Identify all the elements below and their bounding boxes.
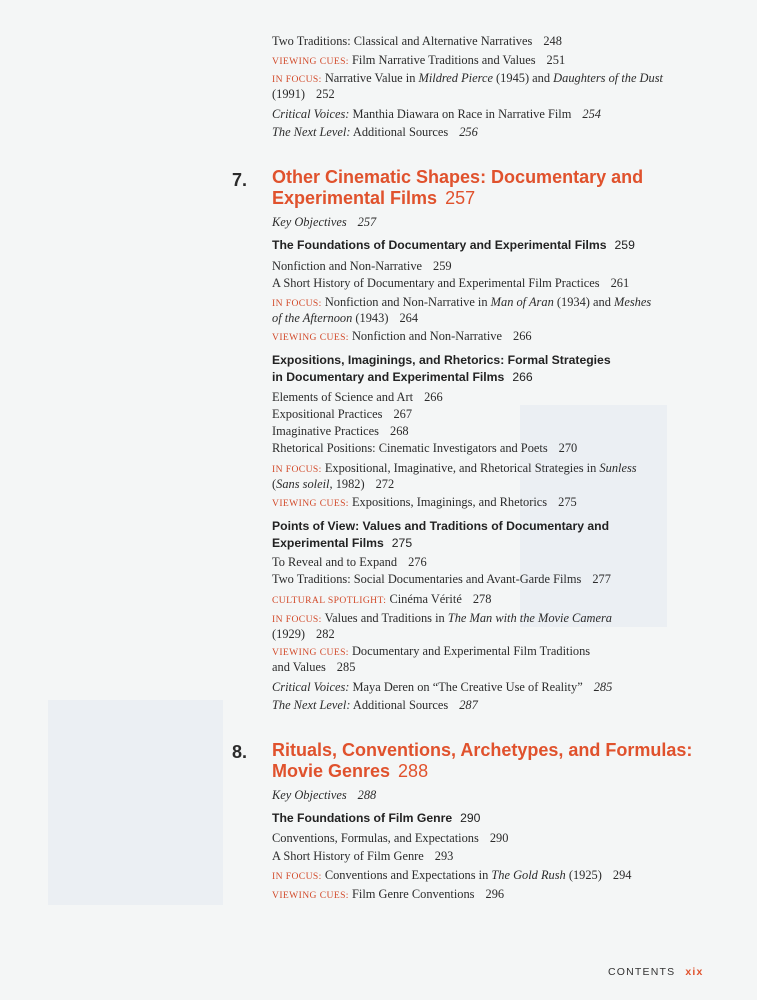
page-number: 272 xyxy=(375,477,395,491)
section-heading[interactable] xyxy=(272,352,611,386)
toc-entry[interactable] xyxy=(272,571,611,587)
toc-entry[interactable] xyxy=(272,830,508,846)
toc-entry-text: A Short History of Documentary and Experimental Film Practices xyxy=(272,276,600,290)
film-title: Sans soleil, xyxy=(276,477,333,491)
film-title: of the Afternoon xyxy=(272,311,353,325)
toc-entry-text: (1945) and xyxy=(492,71,554,85)
page-number: 257 xyxy=(357,215,377,229)
page-number: 282 xyxy=(316,627,335,641)
toc-entry-text: Additional Sources xyxy=(350,698,449,712)
toc-entry-text: Film Narrative Traditions and Values xyxy=(348,53,536,67)
toc-entry-text: 1982) xyxy=(332,477,365,491)
page-number: 290 xyxy=(489,831,509,845)
page-number: 251 xyxy=(546,53,566,67)
page-number: 288 xyxy=(357,788,377,802)
toc-entry-text: Cinéma Vérité xyxy=(386,592,462,606)
page-number: 256 xyxy=(459,125,478,139)
folio-page-number: xix xyxy=(685,966,704,978)
page-number: 275 xyxy=(391,536,413,550)
toc-entry[interactable] xyxy=(272,679,612,695)
viewing-cues-tag: VIEWING CUES: xyxy=(272,56,349,67)
next-level-label: The Next Level: xyxy=(272,125,351,139)
page-number: 277 xyxy=(592,572,611,586)
section-title: in Documentary and Experimental Films xyxy=(272,370,505,384)
toc-entry-text: Nonfiction and Non-Narrative in xyxy=(321,295,491,309)
toc-entry-text: To Reveal and to Expand xyxy=(272,555,398,569)
toc-entry-text: Conventions, Formulas, and Expectations xyxy=(272,831,479,845)
section-heading[interactable] xyxy=(272,237,635,254)
viewing-cues-tag: VIEWING CUES: xyxy=(272,890,349,901)
page-number: 257 xyxy=(445,188,476,208)
page-number: 276 xyxy=(408,555,427,569)
toc-entry[interactable] xyxy=(272,554,427,570)
page-number: 285 xyxy=(336,660,356,674)
page-number: 270 xyxy=(558,441,578,455)
toc-entry-text: Additional Sources xyxy=(350,125,449,139)
toc-entry-continued[interactable] xyxy=(272,86,335,102)
section-heading[interactable] xyxy=(272,518,609,552)
film-title: Meshes xyxy=(614,295,652,309)
page-number: 266 xyxy=(513,329,532,343)
page-number: 248 xyxy=(543,34,562,48)
chapter-title[interactable] xyxy=(272,740,692,782)
toc-entry-text: (1991) xyxy=(272,87,306,101)
toc-entry-continued[interactable] xyxy=(272,626,335,642)
toc-entry[interactable] xyxy=(272,494,577,512)
film-title: Man of Aran xyxy=(490,295,554,309)
toc-entry-text: Narrative Value in xyxy=(321,71,419,85)
film-title: The Man with the Movie Camera xyxy=(447,611,612,625)
toc-entry-text: Elements of Science and Art xyxy=(272,390,414,404)
critical-voices-label: Critical Voices: xyxy=(272,107,350,121)
toc-entry[interactable] xyxy=(272,867,631,885)
toc-entry[interactable] xyxy=(272,33,562,49)
toc-entry-text: ( xyxy=(272,477,277,491)
page-number: 261 xyxy=(610,276,630,290)
page-number: 285 xyxy=(593,680,613,694)
toc-entry-text: Conventions and Expectations in xyxy=(321,868,492,882)
page-number: 259 xyxy=(614,238,635,252)
toc-entry-text: Documentary and Experimental Film Traditions xyxy=(348,644,591,658)
toc-entry-text: A Short History of Film Genre xyxy=(272,849,424,863)
toc-entry[interactable] xyxy=(272,886,504,904)
critical-voices-label: Critical Voices: xyxy=(272,680,350,694)
toc-entry[interactable] xyxy=(272,591,491,609)
chapter-title-line: Other Cinematic Shapes: Documentary and xyxy=(272,167,644,187)
toc-entry-text: Maya Deren on “The Creative Use of Reality” xyxy=(349,680,583,694)
page-number: 275 xyxy=(558,495,577,509)
page-number: 266 xyxy=(424,390,443,404)
toc-entry[interactable] xyxy=(272,106,601,122)
film-title: Daughters of the Dust xyxy=(553,71,663,85)
toc-entry[interactable] xyxy=(272,258,452,274)
section-title: Expositions, Imaginings, and Rhetorics: Formal Strategies xyxy=(272,353,611,367)
viewing-cues-tag: VIEWING CUES: xyxy=(272,498,349,509)
next-level-label: The Next Level: xyxy=(272,698,351,712)
page-number: 267 xyxy=(393,407,413,421)
page-number: 290 xyxy=(460,811,481,825)
section-heading[interactable] xyxy=(272,810,480,827)
section-title: Experimental Films xyxy=(272,536,384,550)
toc-entry-text: (1934) and xyxy=(553,295,614,309)
cultural-spotlight-tag: CULTURAL SPOTLIGHT: xyxy=(272,595,387,606)
chapter-title-line: Movie Genres xyxy=(272,761,391,781)
key-objectives[interactable] xyxy=(272,787,376,803)
toc-entry-text: Values and Traditions in xyxy=(321,611,448,625)
toc-entry[interactable] xyxy=(272,389,443,405)
toc-entry[interactable] xyxy=(272,848,453,864)
chapter-number: 7. xyxy=(232,170,248,190)
page-number: 288 xyxy=(398,761,429,781)
toc-entry[interactable] xyxy=(272,406,412,422)
toc-entry[interactable] xyxy=(272,440,577,456)
toc-entry-text: (1925) xyxy=(565,868,602,882)
toc-entry-text: Imaginative Practices xyxy=(272,424,379,438)
toc-entry-text: Expositional Practices xyxy=(272,407,383,421)
page-number: 294 xyxy=(612,868,632,882)
in-focus-tag: IN FOCUS: xyxy=(272,464,322,475)
viewing-cues-tag: VIEWING CUES: xyxy=(272,332,349,343)
toc-entry-text: Two Traditions: Classical and Alternative Narratives xyxy=(272,34,533,48)
section-title: The Foundations of Film Genre xyxy=(272,811,453,825)
toc-entry[interactable] xyxy=(272,423,409,439)
page-number: 278 xyxy=(472,592,492,606)
page-number: 296 xyxy=(485,887,505,901)
toc-entry[interactable] xyxy=(272,328,532,346)
film-title: The Gold Rush xyxy=(491,868,566,882)
page-number: 287 xyxy=(459,698,478,712)
chapter-title-line: Experimental Films xyxy=(272,188,438,208)
key-objectives-label: Key Objectives xyxy=(272,215,347,229)
toc-entry-text: Nonfiction and Non-Narrative xyxy=(348,329,503,343)
film-title: Mildred Pierce xyxy=(418,71,493,85)
key-objectives[interactable] xyxy=(272,214,376,230)
toc-entry-text: (1943) xyxy=(352,311,389,325)
chapter-title[interactable] xyxy=(272,167,643,209)
page-number: 259 xyxy=(433,259,452,273)
toc-entry-text: Expositional, Imaginative, and Rhetorical Strategies in xyxy=(321,461,600,475)
toc-entry-text: (1929) xyxy=(272,627,306,641)
in-focus-tag: IN FOCUS: xyxy=(272,614,322,625)
page-number: 268 xyxy=(390,424,409,438)
toc-entry[interactable] xyxy=(272,275,629,291)
toc-entry-text: Rhetorical Positions: Cinematic Investigators and Poets xyxy=(272,441,548,455)
toc-entry-continued[interactable] xyxy=(272,476,394,492)
page-number: 293 xyxy=(434,849,454,863)
section-title: Points of View: Values and Traditions of Documentary and xyxy=(272,519,610,533)
running-footer-label: CONTENTS xyxy=(608,966,676,978)
in-focus-tag: IN FOCUS: xyxy=(272,871,322,882)
page-number: 252 xyxy=(316,87,335,101)
chapter-number: 8. xyxy=(232,742,248,762)
film-title: Sunless xyxy=(599,461,637,475)
bleed-through-image xyxy=(48,700,223,905)
toc-entry[interactable] xyxy=(272,52,565,70)
page-number: 264 xyxy=(399,311,419,325)
toc-entry[interactable] xyxy=(272,697,478,713)
in-focus-tag: IN FOCUS: xyxy=(272,298,322,309)
toc-entry-text: Expositions, Imaginings, and Rhetorics xyxy=(348,495,548,509)
in-focus-tag: IN FOCUS: xyxy=(272,74,322,85)
toc-entry-text: and Values xyxy=(272,660,326,674)
viewing-cues-tag: VIEWING CUES: xyxy=(272,647,349,658)
page-number: 254 xyxy=(582,107,601,121)
toc-entry-continued[interactable] xyxy=(272,659,355,675)
page-number: 266 xyxy=(512,370,533,384)
section-title: The Foundations of Documentary and Experimental Films xyxy=(272,238,607,252)
toc-entry-text: Manthia Diawara on Race in Narrative Film xyxy=(349,107,572,121)
toc-entry-text: Film Genre Conventions xyxy=(348,887,475,901)
chapter-title-line: Rituals, Conventions, Archetypes, and Formulas: xyxy=(272,740,693,760)
toc-entry-text: Two Traditions: Social Documentaries and Avant-Garde Films xyxy=(272,572,582,586)
toc-entry[interactable] xyxy=(272,124,478,140)
toc-entry-continued[interactable] xyxy=(272,310,418,326)
toc-entry-text: Nonfiction and Non-Narrative xyxy=(272,259,423,273)
page-footer xyxy=(608,966,704,978)
bleed-through-image xyxy=(520,405,667,627)
key-objectives-label: Key Objectives xyxy=(272,788,347,802)
